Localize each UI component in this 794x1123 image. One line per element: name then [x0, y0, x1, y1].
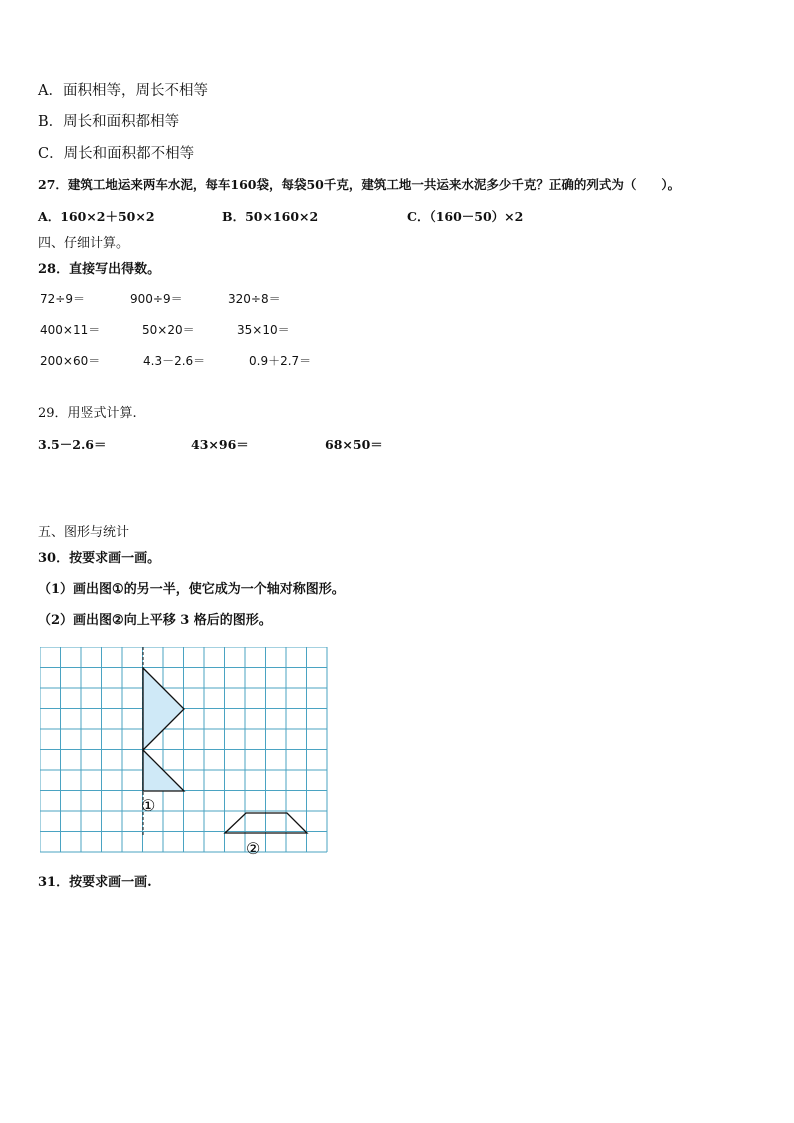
shape-2-marker: ②: [112, 613, 124, 628]
shape-1-marker: ①: [112, 582, 124, 597]
option-c: C．周长和面积都不相等: [38, 146, 195, 162]
q27-option-b: B．50×160×2: [222, 209, 319, 224]
q28-item: 4.3－2.6＝: [143, 354, 206, 368]
q28-item: 900÷9＝: [130, 292, 183, 306]
section-5-heading: 五、图形与统计: [38, 525, 130, 540]
q28-item: 72÷9＝: [40, 292, 85, 306]
option-a: A．面积相等，周长不相等: [38, 83, 208, 99]
shape-2-label: ②: [246, 839, 261, 858]
shape-1-label: ①: [141, 796, 156, 815]
drawing-grid[interactable]: [40, 647, 330, 859]
q28-item: 400×11＝: [40, 323, 101, 337]
q28-item: 320÷8＝: [228, 292, 281, 306]
q30-part-2-pre: （2）画出图: [38, 613, 113, 628]
q30-part-1: [38, 582, 345, 598]
q28-item: 0.9＋2.7＝: [249, 354, 312, 368]
q28-item: 35×10＝: [237, 323, 290, 337]
section-4-heading: 四、仔细计算。: [38, 236, 130, 251]
q27-option-a: A．160×2＋50×2: [38, 209, 155, 224]
q28-item: 200×60＝: [40, 354, 101, 368]
q27-option-c: C．（160－50）×2: [407, 209, 524, 224]
q27-question: 27．建筑工地运来两车水泥，每车160袋，每袋50千克，建筑工地一共运来水泥多少千克？正确的列式为（ ）。: [38, 177, 681, 192]
q29-title: 29．用竖式计算.: [38, 406, 137, 421]
q28-title: 28．直接写出得数。: [38, 262, 161, 277]
q30-title: 30．按要求画一画。: [38, 551, 161, 566]
q29-item: 3.5－2.6＝: [38, 437, 107, 452]
q29-item: 43×96＝: [191, 437, 249, 452]
option-b: B．周长和面积都相等: [38, 114, 180, 130]
q31-title: 31．按要求画一画.: [38, 875, 152, 890]
q30-part-1-post: 的另一半，使它成为一个轴对称图形。: [123, 582, 345, 597]
q30-part-1-pre: （1）画出图: [38, 582, 113, 597]
q28-item: 50×20＝: [142, 323, 195, 337]
grid-lines: [40, 647, 327, 852]
q30-part-2: [38, 613, 272, 629]
q29-item: 68×50＝: [325, 437, 383, 452]
q30-part-2-post: 向上平移 3 格后的图形。: [123, 613, 272, 628]
